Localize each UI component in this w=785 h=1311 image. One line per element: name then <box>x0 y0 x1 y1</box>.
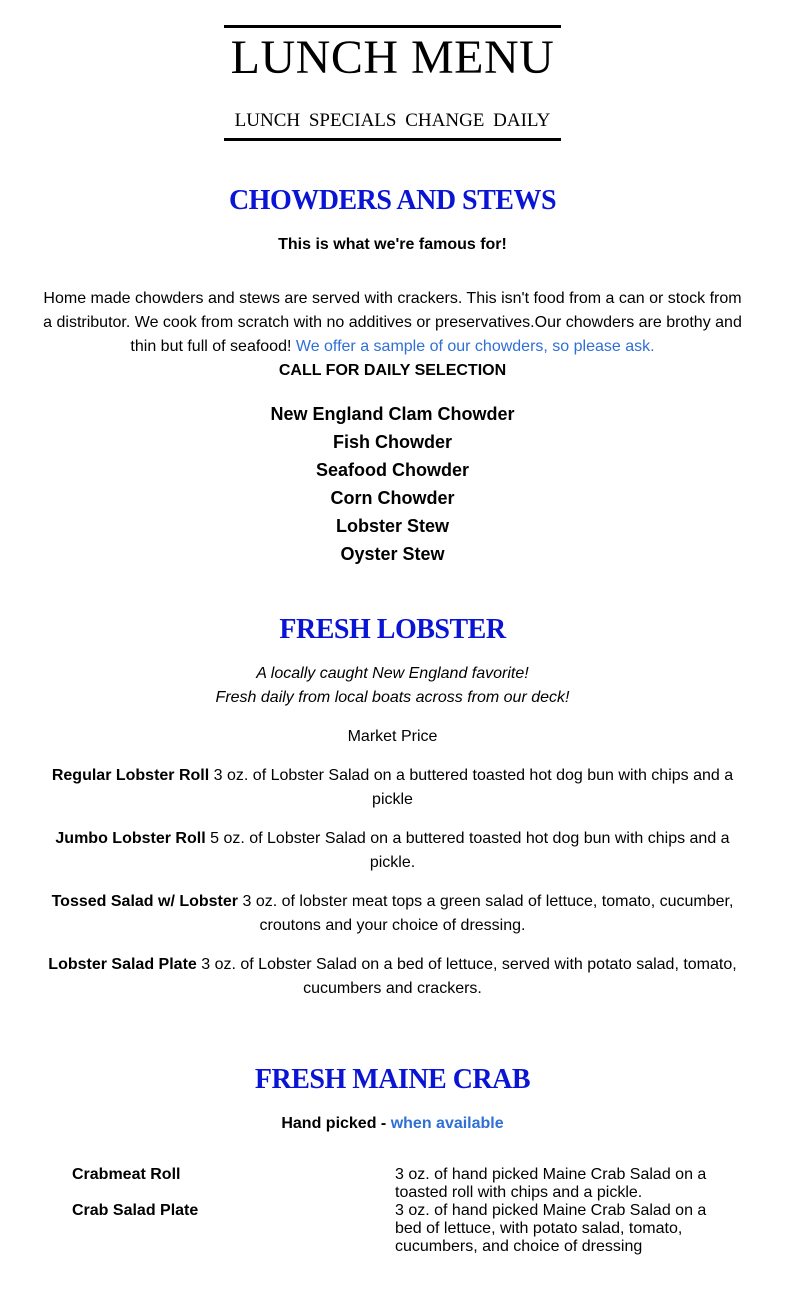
lobster-intro-2: Fresh daily from local boats across from our deck! <box>215 689 570 706</box>
crab-item-desc: 3 oz. of hand picked Maine Crab Salad on a toasted roll with chips and a pickle. <box>395 1166 707 1201</box>
menu-title-box <box>224 25 561 141</box>
crab-item-name: Crab Salad Plate <box>72 1202 199 1219</box>
page-title: LUNCH MENU <box>230 31 555 84</box>
market-price-note: Market Price <box>347 728 438 745</box>
list-item: Seafood Chowder <box>315 460 469 480</box>
table-row <box>72 1166 732 1202</box>
menu-item-desc: 3 oz. of Lobster Salad on a buttered toasted hot dog bun with chips and a pickle <box>213 767 734 808</box>
lobster-intro-1: A locally caught New England favorite! <box>256 665 529 682</box>
sample-link[interactable]: We offer a sample of our chowders, so please ask. <box>295 338 655 355</box>
chowders-tagline: This is what we're famous for! <box>278 236 507 253</box>
menu-item <box>44 953 741 1001</box>
page-subtitle: LUNCH SPECIALS CHANGE DAILY <box>234 110 551 131</box>
menu-item-desc: 3 oz. of lobster meat tops a green salad of lettuce, tomato, cucumber, croutons and your choice of dressing. <box>242 893 734 934</box>
crab-note <box>0 1112 785 1136</box>
table-row <box>72 1202 732 1256</box>
crab-table <box>72 1166 732 1256</box>
menu-item-name: Regular Lobster Roll <box>51 767 210 784</box>
crab-item-name: Crabmeat Roll <box>72 1166 181 1183</box>
when-available-link[interactable]: when available <box>390 1115 504 1132</box>
menu-item-desc: 3 oz. of Lobster Salad on a bed of lettuce, served with potato salad, tomato, cucumbers and crackers. <box>201 956 737 997</box>
chowders-description <box>40 287 745 359</box>
menu-item-name: Tossed Salad w/ Lobster <box>51 893 239 910</box>
list-item: Fish Chowder <box>332 432 452 452</box>
chowders-description-text: Home made chowders and stews are served with crackers. This isn't food from a can or stock from a distributor. We cook from scratch with no additives or preservatives.Our chowders are brothy and thin but full of seafood! <box>43 290 742 355</box>
list-item: Lobster Stew <box>335 516 450 536</box>
list-item: New England Clam Chowder <box>270 404 515 424</box>
crab-item-desc: 3 oz. of hand picked Maine Crab Salad on a bed of lettuce, with potato salad, tomato, cucumbers, and choice of dressing <box>395 1202 707 1255</box>
menu-item <box>44 827 741 875</box>
list-item: Oyster Stew <box>340 544 445 564</box>
menu-item-name: Jumbo Lobster Roll <box>55 830 206 847</box>
menu-item-name: Lobster Salad Plate <box>48 956 197 973</box>
menu-item-desc: 5 oz. of Lobster Salad on a buttered toasted hot dog bun with chips and a pickle. <box>210 830 730 871</box>
section-heading-chowders: CHOWDERS AND STEWS <box>228 185 557 216</box>
crab-note-prefix: Hand picked - <box>281 1115 391 1132</box>
section-heading-lobster: FRESH LOBSTER <box>279 614 506 645</box>
list-item: Corn Chowder <box>330 488 455 508</box>
menu-item <box>44 764 741 812</box>
chowder-list <box>0 400 785 568</box>
section-heading-crab: FRESH MAINE CRAB <box>254 1064 531 1095</box>
call-note: CALL FOR DAILY SELECTION <box>278 362 507 379</box>
menu-item <box>44 890 741 938</box>
